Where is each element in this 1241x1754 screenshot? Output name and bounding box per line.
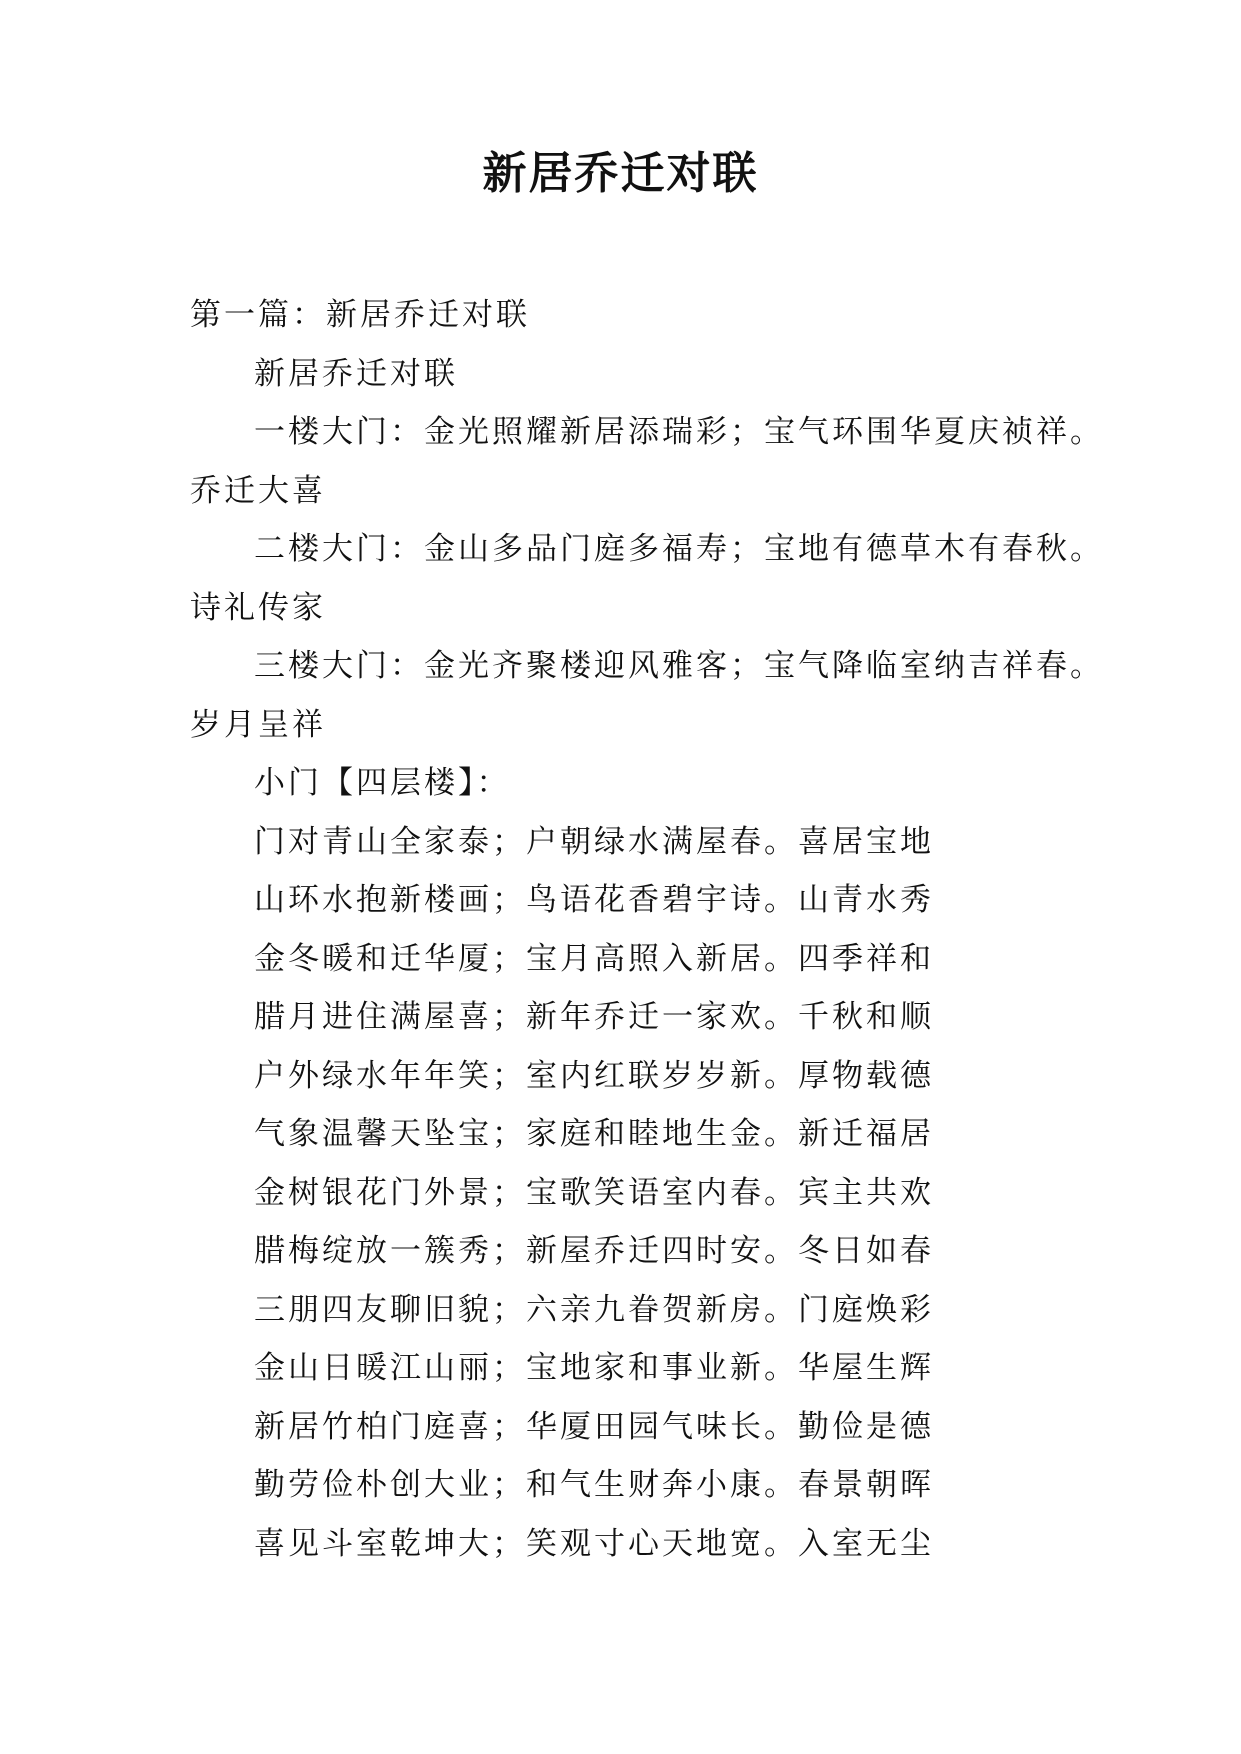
floor-banner-3: 岁月呈祥 <box>190 706 326 743</box>
document-title: 新居乔迁对联 <box>482 148 759 199</box>
couplet-line: 三朋四友聊旧貌；六亲九眷贺新房。门庭焕彩 <box>254 1291 934 1328</box>
document-body <box>190 286 1104 1573</box>
couplet-line: 喜见斗室乾坤大；笑观寸心天地宽。入室无尘 <box>254 1525 934 1562</box>
couplet-line: 金冬暖和迁华厦；宝月高照入新居。四季祥和 <box>254 940 934 977</box>
small-door-label: 小门【四层楼】： <box>254 765 511 801</box>
couplet-line: 金山日暖江山丽；宝地家和事业新。华屋生辉 <box>254 1350 934 1386</box>
floor-couplet-2: 二楼大门：金山多品门庭多福寿；宝地有德草木有春秋。 <box>254 531 1104 567</box>
couplet-line: 腊梅绽放一簇秀；新屋乔迁四时安。冬日如春 <box>254 1233 934 1269</box>
couplet-line: 门对青山全家泰；户朝绿水满屋春。喜居宝地 <box>254 823 934 860</box>
couplet-line: 户外绿水年年笑；室内红联岁岁新。厚物载德 <box>254 1057 934 1094</box>
couplet-line: 腊月进住满屋喜；新年乔迁一家欢。千秋和顺 <box>254 999 934 1035</box>
couplet-line: 山环水抱新楼画；鸟语花香碧宇诗。山青水秀 <box>254 882 934 918</box>
floor-banner-1: 乔迁大喜 <box>190 472 326 509</box>
subheading: 新居乔迁对联 <box>254 355 458 392</box>
floor-couplet-1: 一楼大门：金光照耀新居添瑞彩；宝气环围华夏庆祯祥。 <box>254 414 1104 450</box>
floor-banner-2: 诗礼传家 <box>190 589 326 626</box>
couplet-line: 新居竹柏门庭喜；华厦田园气味长。勤俭是德 <box>254 1408 934 1445</box>
section-heading: 第一篇：新居乔迁对联 <box>190 297 530 333</box>
couplet-line: 气象温馨天坠宝；家庭和睦地生金。新迁福居 <box>254 1116 934 1152</box>
floor-couplet-3: 三楼大门：金光齐聚楼迎风雅客；宝气降临室纳吉祥春。 <box>254 648 1104 684</box>
couplet-line: 金树银花门外景；宝歌笑语室内春。宾主共欢 <box>254 1174 934 1211</box>
couplet-line: 勤劳俭朴创大业；和气生财奔小康。春景朝晖 <box>254 1467 934 1503</box>
